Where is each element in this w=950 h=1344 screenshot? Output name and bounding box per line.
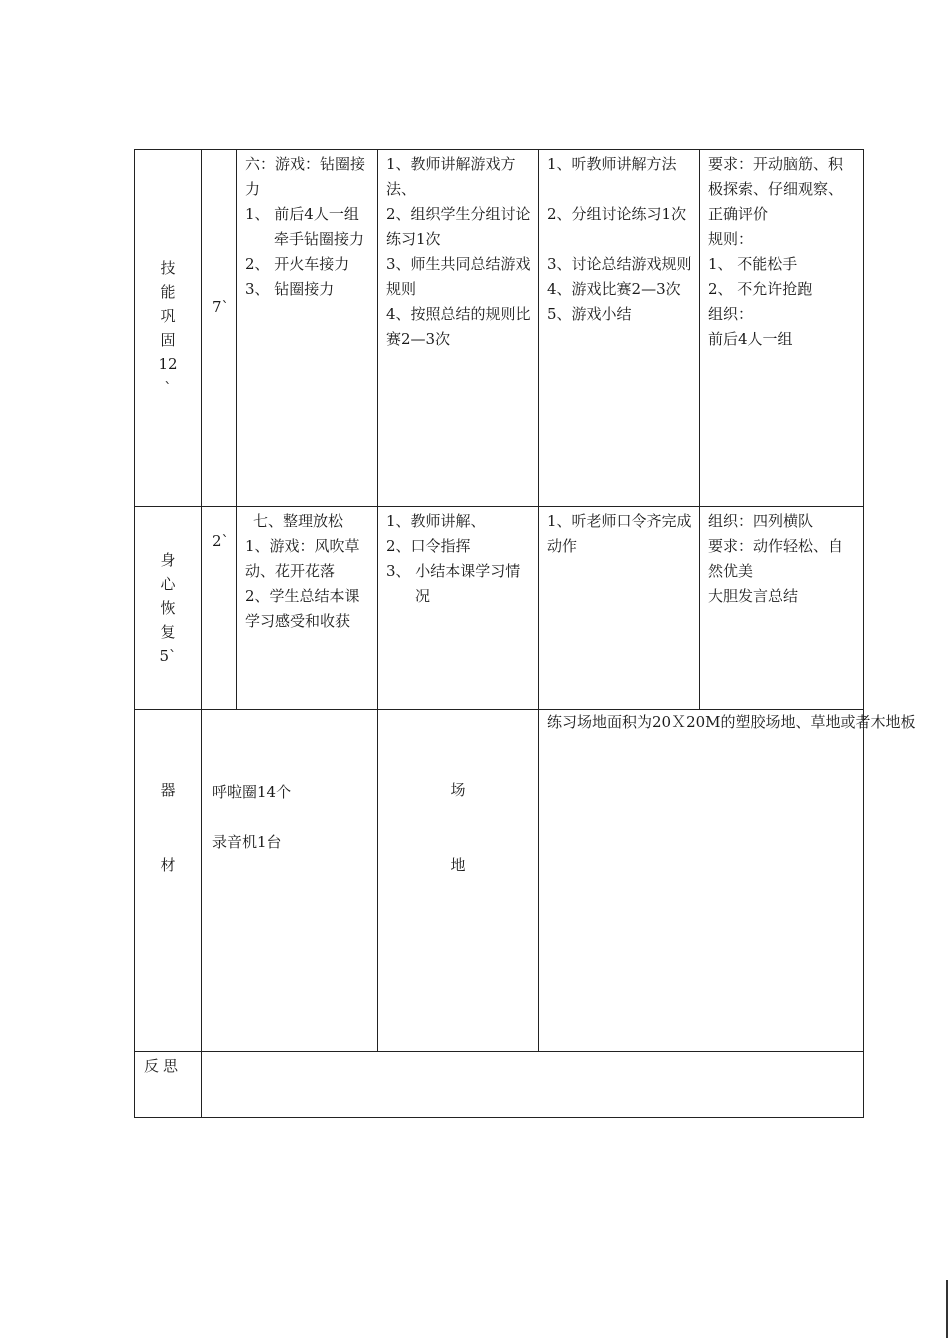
requirement-line: 组织：四列横队 — [708, 512, 814, 530]
requirement-line: 要求：动作轻松、自然优美 — [708, 537, 844, 580]
venue-description-cell — [539, 710, 916, 1052]
equipment-label: 材 — [160, 856, 176, 874]
teacher-line: 2、组织学生分组讨论练习1次 — [386, 205, 531, 248]
teacher-line: 3、 小结本课学习情况 — [386, 562, 521, 605]
teacher-line: 4、按照总结的规则比赛2—3次 — [386, 305, 531, 348]
equipment-item: 呼啦圈14个 — [212, 783, 292, 801]
content-cell — [237, 150, 378, 507]
requirements-cell — [700, 507, 864, 710]
section-label: 技能巩固12` — [158, 258, 178, 397]
venue-label: 地 — [450, 856, 466, 874]
requirement-line: 规则： — [708, 230, 754, 248]
page-edge-mark — [946, 1280, 948, 1338]
blank-line — [547, 227, 693, 252]
content-line: 2、 开火车接力 — [245, 255, 350, 273]
equipment-label: 器 — [160, 781, 176, 799]
teacher-line: 1、教师讲解、 — [386, 512, 486, 530]
student-activity-cell — [539, 507, 700, 710]
table-row-reflection — [135, 1052, 864, 1118]
section-cell-skill — [135, 150, 202, 507]
student-activity-cell — [539, 150, 700, 507]
content-cell — [237, 507, 378, 710]
requirement-line: 组织： — [708, 305, 754, 323]
content-line: 1、游戏：风吹草动、花开花落 — [245, 537, 360, 580]
requirement-line: 2、 不允许抢跑 — [708, 280, 813, 298]
requirement-line: 1、 不能松手 — [708, 255, 798, 273]
reflection-label-cell: 反思 — [135, 1052, 202, 1118]
section-label: 身心恢复5` — [159, 550, 177, 665]
requirements-cell — [700, 150, 864, 507]
teacher-line: 3、师生共同总结游戏规则 — [386, 255, 531, 298]
content-line: 1、 前后4人一组牵手钻圈接力 — [245, 205, 365, 248]
equipment-list-cell — [202, 710, 378, 1052]
time-cell: 2` — [202, 507, 237, 710]
teacher-line: 2、口令指挥 — [386, 537, 471, 555]
venue-text: 练习场地面积为20Ｘ20M的塑胶场地、草地或者木地板 — [547, 713, 916, 731]
content-line: 七、整理放松 — [253, 512, 344, 530]
requirement-line: 要求：开动脑筋、积极探索、仔细观察、正确评价 — [708, 155, 844, 223]
requirement-line: 大胆发言总结 — [708, 587, 799, 605]
student-line: 1、听教师讲解方法 — [547, 155, 677, 173]
student-line: 2、分组讨论练习1次 — [547, 205, 687, 223]
venue-label: 场 — [450, 781, 466, 799]
table-row-recovery — [135, 507, 864, 710]
equipment-item: 录音机1台 — [212, 833, 282, 851]
section-cell-recovery — [135, 507, 202, 710]
content-line: 3、 钻圈接力 — [245, 280, 335, 298]
equipment-label-cell — [135, 710, 202, 1052]
teacher-line: 1、教师讲解游戏方法、 — [386, 155, 516, 198]
lesson-plan-table — [134, 149, 916, 1118]
student-line: 5、游戏小结 — [547, 305, 632, 323]
reflection-content-cell — [202, 1052, 864, 1118]
teacher-activity-cell — [378, 150, 539, 507]
table-row-skill — [135, 150, 864, 507]
venue-label-cell — [378, 710, 539, 1052]
table-row-equipment — [135, 710, 864, 1052]
content-line: 六：游戏：钻圈接力 — [245, 155, 366, 198]
time-cell: 7` — [202, 150, 237, 507]
blank-line — [547, 177, 693, 202]
student-line: 1、听老师口令齐完成 动作 — [547, 512, 692, 555]
student-line: 3、讨论总结游戏规则 — [547, 255, 692, 273]
teacher-activity-cell — [378, 507, 539, 710]
content-line: 2、学生总结本课学习感受和收获 — [245, 587, 360, 630]
student-line: 4、游戏比赛2—3次 — [547, 280, 681, 298]
requirement-line: 前后4人一组 — [708, 330, 793, 348]
